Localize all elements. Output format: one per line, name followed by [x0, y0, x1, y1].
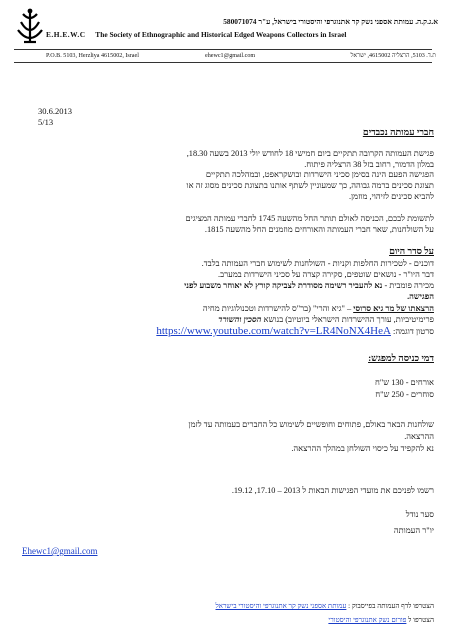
greeting: חברי עמותה נכבדים: [362, 128, 434, 138]
lecture-topic-prefix: פרימיטיביות, עורך ההישרדות הישראלי ביוטיוב) בנושא: [261, 315, 434, 324]
intro-line-3: הפגישה הפעם הינה בסימן סכיני הישרדות ובושקראפט, ובמהלכה תתקיים: [205, 170, 434, 179]
fees-title: דמי כניסה למפגש:: [368, 354, 434, 364]
intro-line-4: תצוגת סכינים ברמה גבוהה, כך שמעוניין לשתף אותנו בתצוגת סכינים מסוג זה או: [186, 181, 434, 190]
agenda-line-2: דבר היו"ר - נושאים שוטפים, סקירה קצרה על סכיני הישרדות במערב.: [218, 270, 434, 279]
lecture-speaker: הרצאתו של מר גיא סרוסי: [353, 304, 434, 313]
intro-line-1: פגישת העמותה הקרובה תתקיים ביום חמישי 18 לחודש יולי 2013 בשעה 18.30,: [186, 149, 434, 158]
header-english-title: [46, 30, 346, 39]
intro-line-5: להביא סכינים לזיהוי, מוזמן.: [348, 192, 434, 201]
tables-line-1: שולחנות הבאר באולם, פתוחים וחופשיים לשימוש כל החברים בעמותה עד לזמן: [188, 420, 434, 429]
agenda-line-4: הפגישה.: [407, 292, 434, 301]
header-address-he: ת.ד. 5103, הרצליה 4615002, ישראל: [350, 53, 436, 59]
header-title-he: עמותת אספני נשק קר אתנוגרפי והיסטורי בישראל, ע"ר 580071074: [223, 17, 414, 26]
agenda-title: על סדר היום: [389, 247, 434, 257]
header-hebrew-title: [223, 17, 438, 26]
letter-date: 30.6.2013: [38, 106, 72, 116]
letter-ref: 5/13: [38, 117, 54, 127]
auction-note: נא להעביר רשימה מסודרת לצביקה קורץ לא יאוחר משבוע לפני: [184, 281, 383, 290]
arrival-line-1: לתשומת לבכם, הכניסה לאולם תותר החל מהשעה 1745 לחברי עמותה המציגים: [185, 214, 434, 223]
lecture-desc: – "גיא והרי" (בר"ס להישרדות וטכנולוגיות מחיה: [202, 304, 354, 313]
intro-line-2: במלון הדמור, רחוב בזל 38 הרצליה פיתוח.: [304, 160, 434, 169]
tables-line-3: נא להקפיד על כיסוי השולחן במהלך ההרצאה.: [291, 444, 434, 453]
header-title-en: The Society of Ethnographic and Historical Edged Weapons Collectors in Israel: [95, 30, 347, 39]
header-email: ehewc1@gmail.com: [205, 53, 256, 59]
footer-facebook-link[interactable]: עמותת אספני נשק קר אתנוגרפי והיסטורי בישראל: [215, 602, 347, 610]
footer-forum-link[interactable]: פורום נשק אתנוגרפי והיסטורי: [328, 616, 407, 624]
lecture-topic: הסכין והשורד: [218, 315, 262, 324]
footer-facebook: [216, 602, 434, 610]
next-meetings: רשמו לפניכם את מועדי הפגישות הבאות ל 2013 – 17.10, 19.12.: [231, 486, 434, 495]
arrival-line-2: על השולחנות, שאר חברי העמותה והאורחים מוזמנים החל מהשעה 1815.: [204, 225, 434, 234]
auction-label: מכירה פומבית -: [382, 281, 434, 290]
signature-name: סער נודל: [405, 510, 434, 519]
signature-role: יו"ר העמותה: [393, 526, 434, 535]
video-line: [24, 326, 434, 337]
agenda-line-3: [24, 281, 434, 291]
footer-facebook-label: הצטרפו לדף העמותה בפייסבוק :: [346, 602, 434, 610]
lecture-line-2: [24, 315, 434, 325]
tables-line-2: ההרצאה.: [404, 432, 434, 441]
header-address-en: P.O.B. 5103, Herzliya 4615002, Israel: [46, 53, 139, 59]
footer-forum-label: הצטרפו ל: [406, 616, 434, 624]
video-label: סרטון דוגמה:: [393, 327, 434, 336]
fee-guests: אורחים - 130 ש"ח: [374, 378, 434, 387]
header-abbr-he: א.ג.ק.ה.: [415, 17, 438, 26]
header-divider: [14, 49, 432, 50]
header-abbr-en: E.H.E.W.C: [46, 30, 86, 39]
lecture-line-1: [24, 304, 434, 314]
video-link[interactable]: https://www.youtube.com/watch?v=LR4NoNX4HeA: [156, 325, 391, 337]
footer-forum: [328, 616, 434, 624]
agenda-line-1: דוכנים - לטכירות החלפות וקניות - השולחנות לשימוש חברי העמותה בלבד.: [201, 259, 434, 268]
fee-dealers: סוחרים - 250 ש"ח: [375, 390, 434, 399]
header-divider-bottom: [14, 62, 432, 63]
society-logo: [14, 8, 46, 52]
signature-email[interactable]: Ehewc1@gmail.com: [22, 546, 98, 556]
